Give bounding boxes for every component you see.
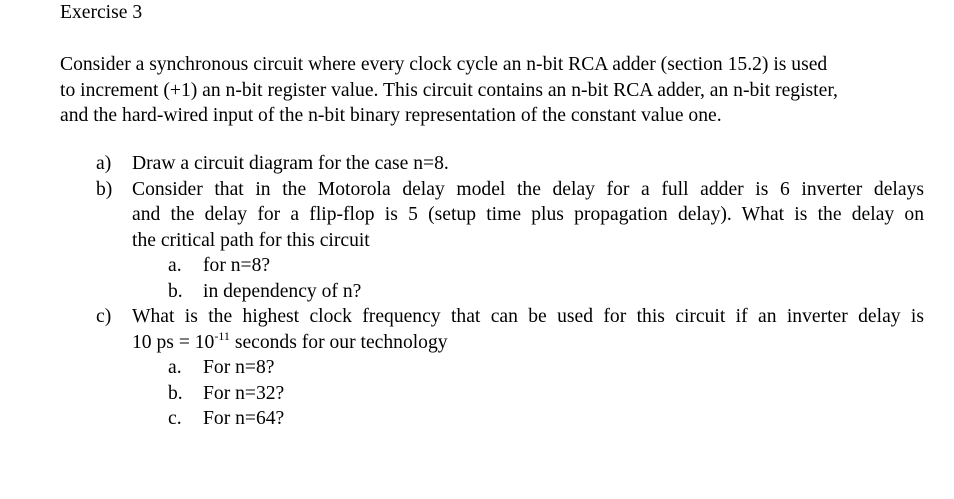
sub-question-c-b [0, 381, 954, 407]
question-line: the critical path for this circuit [132, 229, 370, 251]
question-marker: b) [96, 178, 113, 200]
question-marker: c) [96, 306, 112, 327]
question-line-with-exponent [132, 330, 924, 356]
question-text [132, 151, 924, 177]
question-line: Draw a circuit diagram for the case n=8. [132, 153, 449, 174]
intro-line: to increment (+1) an n-bit register value. This circuit contains an n-bit RCA adder, an n-bit register, [60, 79, 838, 101]
question-line: and the delay for a flip-flop is 5 (setup time plus propagation delay). What is the delay on [132, 204, 924, 225]
formula-exponent: -11 [214, 328, 230, 343]
sub-question-text: For n=64? [203, 408, 285, 429]
question-line: Consider that in the Motorola delay model the delay for a full adder is 6 inverter delays [132, 178, 924, 200]
sub-question-text: for n=8? [203, 255, 271, 276]
sub-question-b-a [0, 253, 954, 279]
formula-prefix: 10 ps = 10 [132, 331, 215, 353]
sub-question-b-b [0, 279, 954, 305]
question-text [132, 304, 924, 355]
sub-question-text: For n=8? [203, 357, 275, 378]
question-text [132, 177, 924, 254]
question-b [0, 177, 954, 254]
question-line: What is the highest clock frequency that can be used for this circuit if an inverter delay is [132, 306, 924, 327]
exercise-title: Exercise 3 [60, 2, 143, 23]
question-marker: a) [96, 153, 112, 174]
intro-line: and the hard-wired input of the n-bit binary representation of the constant value one. [60, 105, 722, 126]
question-a [0, 151, 954, 177]
sub-question-text: For n=32? [203, 382, 285, 404]
sub-question-marker: a. [168, 357, 182, 378]
intro-line: Consider a synchronous circuit where every clock cycle an n-bit RCA adder (section 15.2) is used [60, 54, 828, 75]
sub-question-marker: a. [168, 255, 182, 276]
sub-question-marker: b. [168, 280, 183, 302]
question-list [0, 151, 954, 432]
exercise-intro [60, 52, 930, 129]
question-c [0, 304, 954, 355]
sub-question-c-a [0, 355, 954, 381]
sub-question-text: in dependency of n? [203, 280, 362, 302]
sub-question-marker: b. [168, 382, 183, 404]
sub-question-c-c [0, 406, 954, 432]
formula-suffix: seconds for our technology [229, 331, 448, 353]
sub-question-marker: c. [168, 408, 182, 429]
